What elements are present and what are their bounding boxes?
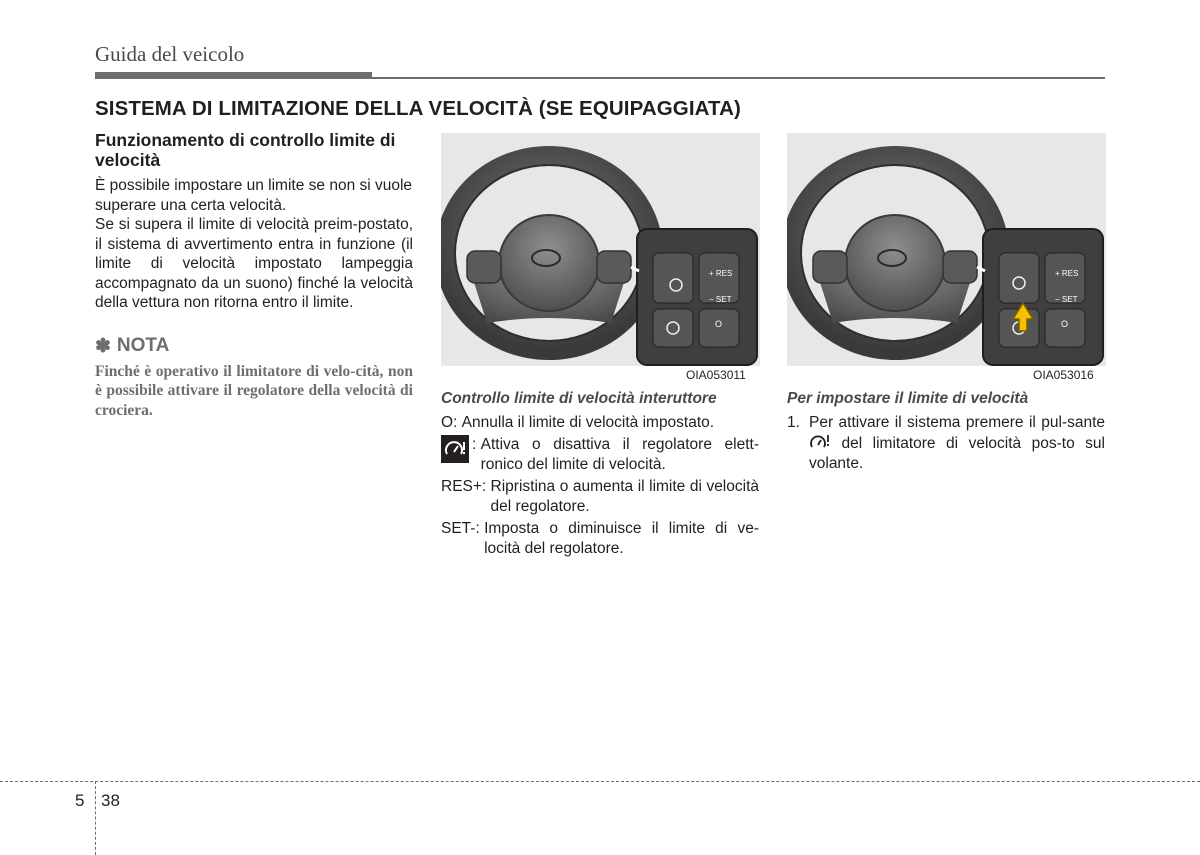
step-text-part: Per attivare il sistema premere il pul-sante [809,414,1105,431]
list-item [787,413,1105,474]
list-item [441,435,759,475]
section-title: SISTEMA DI LIMITAZIONE DELLA VELOCITÀ (SE EQUIPAGGIATA) [95,97,741,120]
page-chapter-number: 5 [75,791,85,810]
note-star-icon: ✽ [95,335,111,357]
warning-paragraph: Se si supera il limite di velocità preim-postato, il sistema di avvertimento entra in funzione (il limite di velocità impostato lampeggia accompagnato da un suono) finché la velocità della vettura non ritorna entro il limite. [95,216,413,311]
steering-wheel-figure-left [441,133,760,366]
res-label: + RES [709,269,733,278]
list-item [441,477,759,517]
set-label: − SET [1055,295,1078,304]
step-number: 1. [787,414,800,431]
control-term: : [472,436,481,453]
steering-wheel-illustration [787,133,1106,366]
control-desc: Attiva o disattiva il regolatore elett-ronico del limite di velocità. [480,436,759,473]
note-title: NOTA [116,335,170,356]
steps-list [787,413,1105,474]
control-desc: Imposta o diminuisce il limite di ve-locità del regolatore. [484,520,759,557]
list-item [441,413,759,433]
speed-limiter-icon [809,433,831,451]
step-text [809,413,1105,474]
control-desc: Annulla il limite di velocità impostato. [461,414,715,431]
chapter-header: Guida del veicolo [95,42,245,66]
steering-wheel-illustration [441,133,760,366]
steering-wheel-figure-right [787,133,1106,366]
footer-rule [0,781,1200,782]
control-term: O: [441,414,462,431]
step-text-part: del limitatore di velocità pos-to sul volante. [809,435,1105,472]
figure-caption-right: Per impostare il limite di velocità [787,390,1029,407]
res-label: + RES [1055,269,1079,278]
control-desc: Ripristina o aumenta il limite di velocità del regolatore. [490,478,759,515]
subheading: Funzionamento di controllo limite di velocità [95,130,396,170]
cancel-label: O [1061,319,1069,329]
speed-limiter-icon [441,435,469,463]
cancel-label: O [715,319,723,329]
controls-list [441,413,759,559]
control-term: SET-: [441,520,485,537]
header-rule-thin [372,77,1105,79]
figure-code-left: OIA053011 [686,368,746,382]
page-number: 38 [101,791,120,810]
control-term: RES+: [441,478,491,495]
set-label: − SET [709,295,732,304]
left-column [95,130,413,420]
figure-code-right: OIA053016 [1033,368,1094,382]
header-rule-thick [95,72,372,79]
list-item [441,519,759,559]
footer-divider [95,781,96,855]
intro-paragraph: È possibile impostare un limite se non si vuole superare una certa velocità. [95,177,413,214]
note-body: Finché è operativo il limitatore di velo-cità, non è possibile attivare il regolatore della velocità di crociera. [95,362,413,419]
figure-caption-left: Controllo limite di velocità interuttore [441,390,717,407]
note-heading [95,335,413,358]
